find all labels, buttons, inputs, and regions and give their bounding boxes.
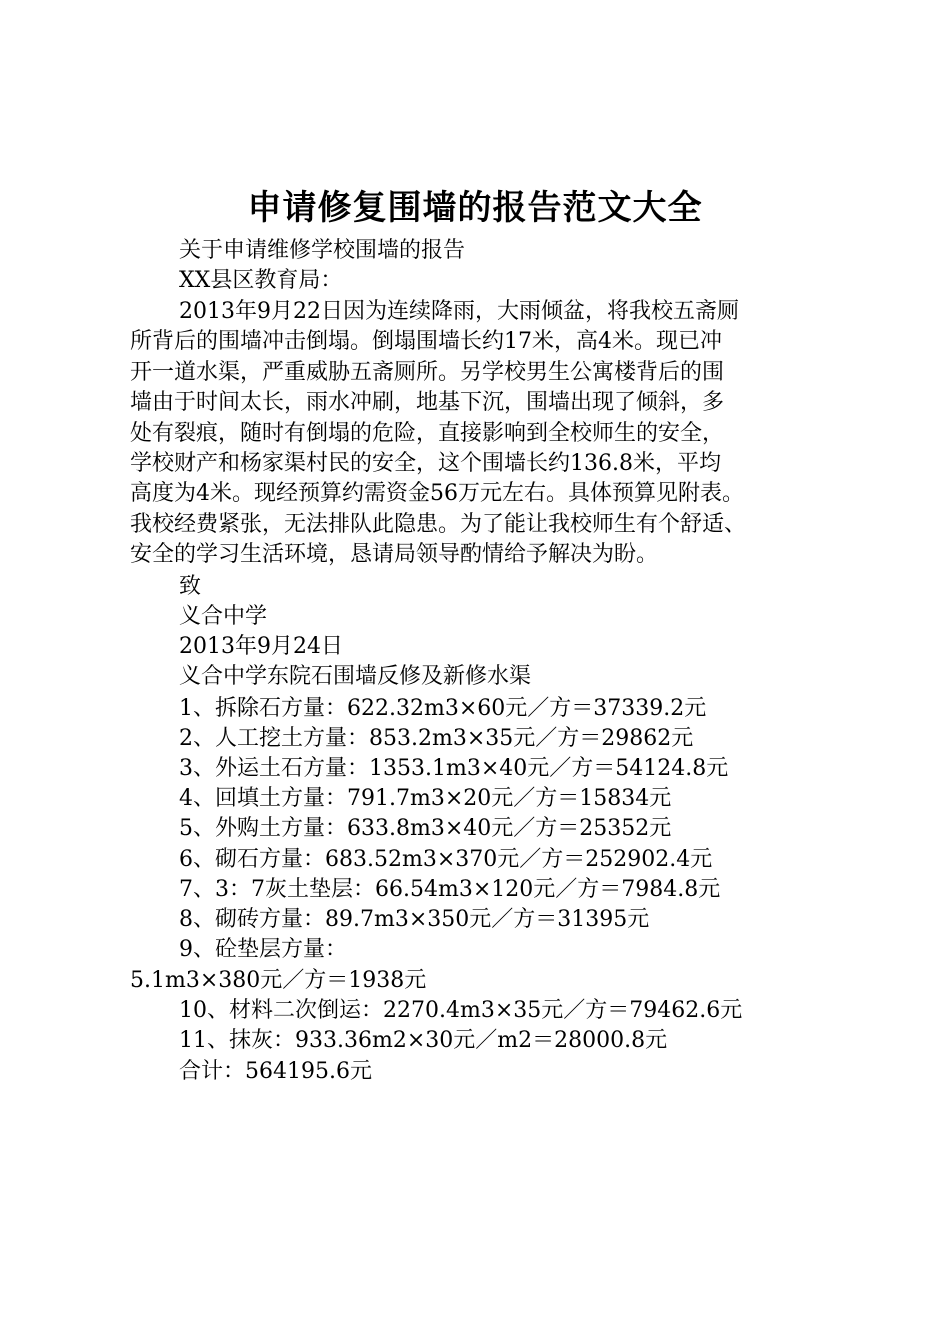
body-line: 处有裂痕，随时有倒塌的危险，直接影响到全校师生的安全，	[130, 420, 725, 446]
body-line: 我校经费紧张，无法排队此隐患。为了能让我校师生有个舒适、	[130, 511, 747, 537]
body-line: 学校财产和杨家渠村民的安全，这个围墙长约136.8米，平均	[130, 451, 721, 477]
budget-item: 9、砼垫层方量：	[179, 937, 347, 962]
body-line: 安全的学习生活环境，恳请局领导酌情给予解决为盼。	[130, 542, 659, 568]
budget-title: 义合中学东院石围墙反修及新修水渠	[179, 664, 532, 689]
budget-item: 5、外购土方量：633.8m3×40元／方＝25352元	[179, 816, 672, 841]
budget-item: 11、抹灰：933.36m2×30元／m2＝28000.8元	[179, 1028, 668, 1053]
budget-total: 合计：564195.6元	[179, 1059, 372, 1084]
budget-item: 7、3：7灰土垫层：66.54m3×120元／方＝7984.8元	[179, 877, 721, 902]
sender-name: 义合中学	[179, 604, 268, 629]
report-date: 2013年9月24日	[179, 634, 343, 659]
closing-word: 致	[179, 574, 202, 599]
budget-item: 2、人工挖土方量：853.2m3×35元／方＝29862元	[179, 726, 694, 751]
body-line: 高度为4米。现经预算约需资金56万元左右。具体预算见附表。	[130, 481, 744, 507]
budget-item: 8、砌砖方量：89.7m3×350元／方＝31395元	[179, 907, 650, 932]
report-subject: 关于申请维修学校围墙的报告	[179, 238, 466, 263]
budget-item: 6、砌石方量：683.52m3×370元／方＝252902.4元	[179, 847, 713, 872]
budget-item: 10、材料二次倒运：2270.4m3×35元／方＝79462.6元	[179, 998, 743, 1023]
body-line: 所背后的围墙冲击倒塌。倒塌围墙长约17米，高4米。现已冲	[130, 329, 722, 355]
report-recipient: XX县区教育局：	[179, 268, 343, 293]
budget-item: 5.1m3×380元／方＝1938元	[130, 968, 427, 993]
body-line: 开一道水渠，严重威胁五斋厕所。另学校男生公寓楼背后的围	[130, 359, 725, 385]
body-line: 2013年9月22日因为连续降雨，大雨倾盆，将我校五斋厕	[179, 299, 739, 324]
budget-item: 3、外运土石方量：1353.1m3×40元／方＝54124.8元	[179, 756, 729, 781]
budget-item: 4、回填土方量：791.7m3×20元／方＝15834元	[179, 786, 672, 811]
report-body	[130, 297, 850, 571]
document-title: 申请修复围墙的报告范文大全	[247, 188, 703, 228]
budget-item: 1、拆除石方量：622.32m3×60元／方＝37339.2元	[179, 696, 707, 721]
body-line: 墙由于时间太长，雨水冲刷，地基下沉，围墙出现了倾斜，多	[130, 390, 725, 416]
